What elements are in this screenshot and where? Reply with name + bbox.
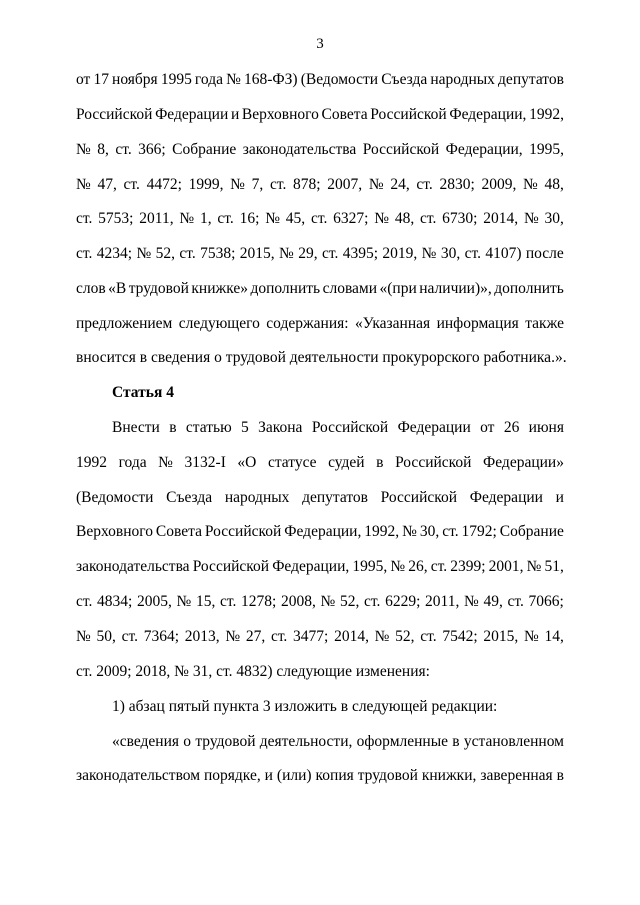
text-line: ст. 5753; 2011, № 1, ст. 16; № 45, ст. 6327; № 48, ст. 6730; 2014, № 30, — [76, 210, 564, 227]
text-line: № 8, ст. 366; Собрание законодательства Российской Федерации, 1995, — [76, 141, 564, 158]
text-line: предложением следующего содержания: «Указанная информация также — [76, 315, 564, 332]
text-line: Внести в статью 5 Закона Российской Федерации от 26 июня — [112, 419, 564, 436]
text-line: ст. 4234; № 52, ст. 7538; 2015, № 29, ст. 4395; 2019, № 30, ст. 4107) после — [76, 245, 564, 262]
text-line: ст. 4834; 2005, № 15, ст. 1278; 2008, № 52, ст. 6229; 2011, № 49, ст. 7066; — [76, 593, 564, 610]
text-line: 1992 года № 3132-I «О статусе судей в Российской Федерации» — [76, 454, 564, 471]
text-line: № 50, ст. 7364; 2013, № 27, ст. 3477; 2014, № 52, ст. 7542; 2015, № 14, — [76, 628, 564, 645]
list-item: 1) абзац пятый пункта 3 изложить в следующей редакции: — [112, 698, 498, 715]
text-line: Верховного Совета Российской Федерации, 1992, № 30, ст. 1792; Собрание — [76, 523, 564, 540]
text-line: законодательством порядке, и (или) копия трудовой книжки, заверенная в — [76, 767, 564, 784]
text-line: вносится в сведения о трудовой деятельности прокурорского работника.». — [76, 349, 567, 366]
text-line: № 47, ст. 4472; 1999, № 7, ст. 878; 2007, № 24, ст. 2830; 2009, № 48, — [76, 176, 564, 193]
text-line: законодательства Российской Федерации, 1995, № 26, ст. 2399; 2001, № 51, — [76, 558, 564, 575]
text-line: слов «В трудовой книжке» дополнить словами «(при наличии)», дополнить — [76, 280, 564, 297]
text-line: (Ведомости Съезда народных депутатов Российской Федерации и — [76, 489, 564, 506]
text-line: от 17 ноября 1995 года № 168-ФЗ) (Ведомости Съезда народных депутатов — [76, 71, 564, 88]
text-line: ст. 2009; 2018, № 31, ст. 4832) следующие изменения: — [76, 663, 430, 680]
text-line: «сведения о трудовой деятельности, оформленные в установленном — [112, 733, 564, 750]
article-heading: Статья 4 — [112, 384, 174, 401]
page-number: 3 — [316, 36, 324, 52]
text-line: Российской Федерации и Верховного Совета Российской Федерации, 1992, — [76, 106, 564, 123]
